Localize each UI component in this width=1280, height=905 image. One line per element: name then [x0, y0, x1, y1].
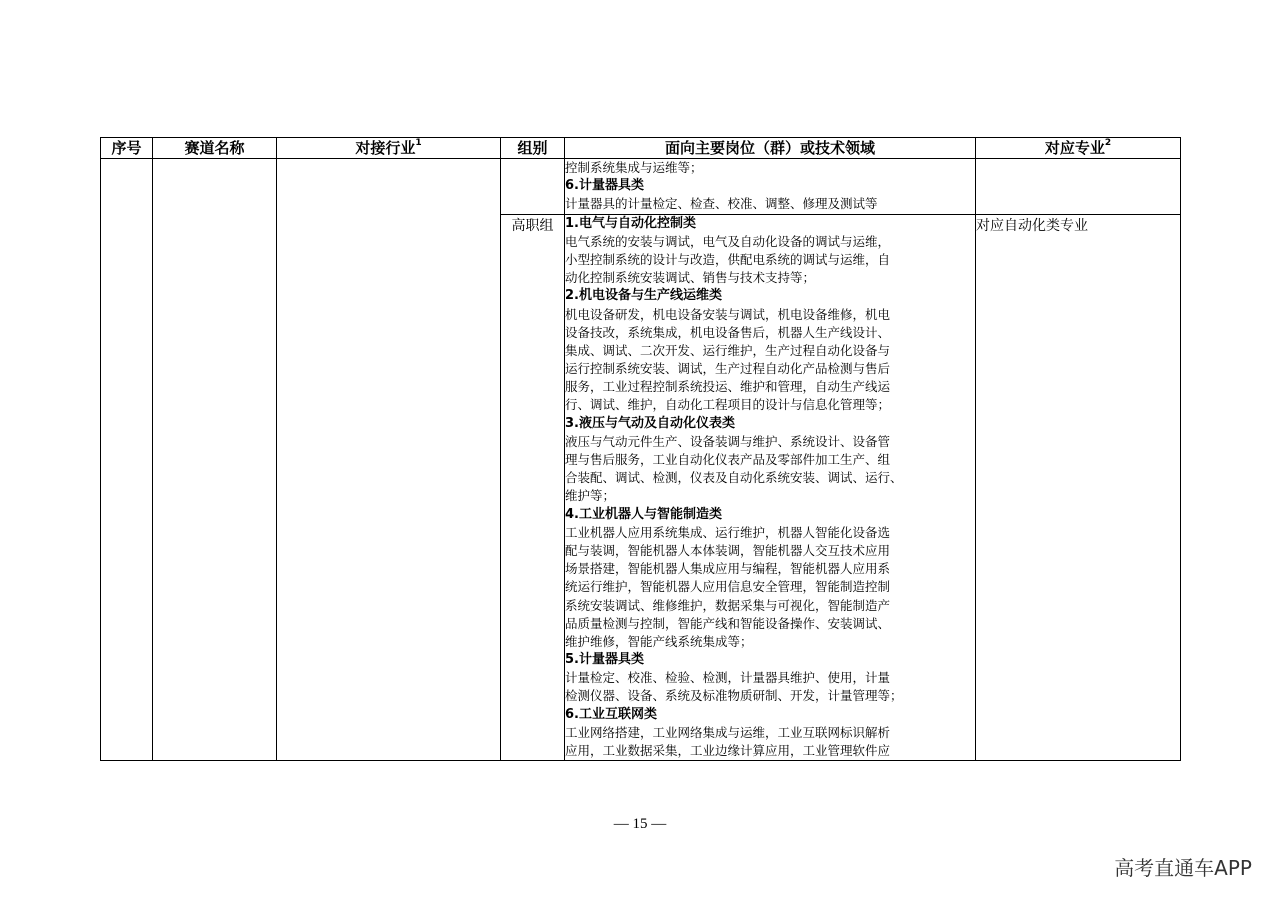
cell-group — [501, 159, 565, 215]
field-line: 场景搭建，智能机器人集成应用与编程，智能机器人应用系 — [565, 561, 891, 577]
header-track: 赛道名称 — [153, 138, 277, 159]
field-line: 小型控制系统的设计与改造，供配电系统的调试与运维，自 — [565, 251, 891, 267]
cell-fields — [565, 214, 976, 761]
field-line: 计量器具的计量检定、检查、校准、调整、修理及测试等 — [565, 196, 878, 212]
header-seq: 序号 — [101, 138, 153, 159]
field-line: 服务，工业过程控制系统投运、维护和管理，自动生产线运 — [565, 379, 891, 395]
header-fields: 面向主要岗位（群）或技术领域 — [565, 138, 976, 159]
cell-major — [976, 159, 1181, 215]
field-line: 合装配、调试、检测，仪表及自动化系统安装、调试、运行、 — [565, 470, 903, 486]
header-industry-label: 对接行业 — [355, 139, 416, 157]
footnote-mark: 1 — [415, 138, 422, 148]
field-line: 工业机器人应用系统集成、运行维护，机器人智能化设备选 — [565, 524, 891, 540]
field-line: 计量检定、校准、检验、检测，计量器具维护、使用，计量 — [565, 670, 891, 686]
field-line: 运行控制系统安装、调试，生产过程自动化产品检测与售后 — [565, 361, 891, 377]
field-line: 检测仪器、设备、系统及标准物质研制、开发，计量管理等； — [565, 688, 903, 704]
field-category: 2.机电设备与生产线运维类 — [565, 288, 722, 304]
header-group: 组别 — [501, 138, 565, 159]
field-line: 电气系统的安装与调试，电气及自动化设备的调试与运维， — [565, 233, 891, 249]
cell-group: 高职组 — [501, 214, 565, 761]
field-line: 集成、调试、二次开发、运行维护，生产过程自动化设备与 — [565, 342, 891, 358]
field-category: 3.液压与气动及自动化仪表类 — [565, 415, 735, 431]
field-line: 液压与气动元件生产、设备装调与维护、系统设计、设备管 — [565, 433, 891, 449]
header-major-label: 对应专业 — [1044, 139, 1105, 157]
field-line: 工业网络搭建，工业网络集成与运维，工业互联网标识解析 — [565, 724, 891, 740]
watermark-text: 高考直通车APP — [1114, 856, 1252, 880]
field-line: 行、调试、维护，自动化工程项目的设计与信息化管理等； — [565, 397, 891, 413]
header-major — [976, 138, 1181, 159]
table-row — [101, 159, 1181, 215]
cell-major: 对应自动化类专业 — [976, 214, 1181, 761]
field-line: 配与装调，智能机器人本体装调，智能机器人交互技术应用 — [565, 542, 891, 558]
field-line: 系统安装调试、维修维护，数据采集与可视化，智能制造产 — [565, 597, 891, 613]
field-category: 4.工业机器人与智能制造类 — [565, 506, 722, 522]
field-line: 机电设备研发，机电设备安装与调试，机电设备维修，机电 — [565, 306, 891, 322]
field-category: 1.电气与自动化控制类 — [565, 215, 696, 231]
field-line: 控制系统集成与运维等； — [565, 160, 703, 175]
field-line: 维护等； — [565, 488, 616, 504]
field-category: 6.工业互联网类 — [565, 706, 657, 722]
cell-fields — [565, 159, 976, 215]
field-line: 维护维修，智能产线系统集成等； — [565, 633, 753, 649]
field-line: 设备技改，系统集成，机电设备售后，机器人生产线设计、 — [565, 324, 891, 340]
field-line: 理与售后服务，工业自动化仪表产品及零部件加工生产、组 — [565, 452, 891, 467]
header-row — [101, 138, 1181, 159]
field-line: 动化控制系统安装调试、销售与技术支持等； — [565, 270, 816, 286]
cell-industry — [277, 159, 501, 761]
cell-track — [153, 159, 277, 761]
document-table — [100, 137, 1181, 761]
header-industry — [277, 138, 501, 159]
field-line: 应用，工业数据采集，工业边缘计算应用，工业管理软件应 — [565, 743, 891, 758]
cell-seq — [101, 159, 153, 761]
field-category: 6.计量器具类 — [565, 178, 644, 194]
footnote-mark: 2 — [1104, 138, 1112, 148]
field-line: 统运行维护，智能机器人应用信息安全管理，智能制造控制 — [565, 579, 891, 595]
field-category: 5.计量器具类 — [565, 652, 644, 668]
field-line: 品质量检测与控制，智能产线和智能设备操作、安装调试、 — [565, 615, 891, 631]
page-number: — 15 — — [613, 816, 667, 832]
